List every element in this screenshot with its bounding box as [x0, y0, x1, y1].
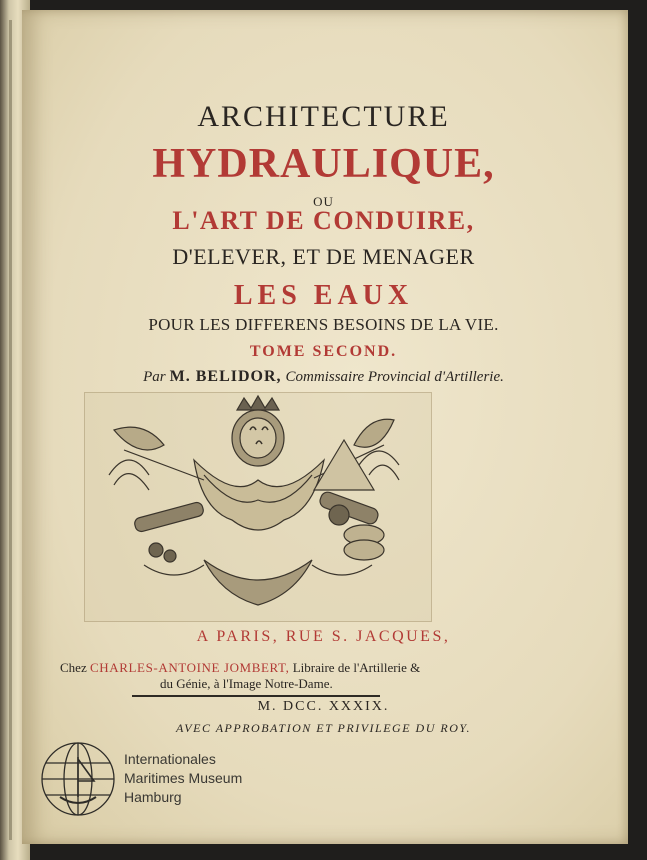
title-line-ou: OU — [313, 194, 334, 209]
museum-name-line-3: Hamburg — [124, 789, 182, 805]
museum-globe-ship-logo — [38, 737, 120, 821]
author-line — [0, 368, 647, 386]
imprint-chez: Chez — [60, 660, 87, 675]
title-line-les-eaux: LES EAUX — [233, 280, 414, 311]
imprint-publisher-desc-2: du Génie, à l'Image Notre-Dame. — [160, 676, 333, 691]
imprint-rule — [132, 695, 380, 697]
imprint-privilege: AVEC APPROBATION ET PRIVILEGE DU ROY. — [176, 721, 471, 735]
imprint-city: A PARIS, RUE S. JACQUES, — [196, 628, 451, 645]
imprint-publisher: CHARLES-ANTOINE JOMBERT, — [89, 660, 290, 675]
author-name: M. BELIDOR, — [169, 368, 282, 385]
museum-name-line-2: Maritimes Museum — [124, 770, 243, 786]
imprint-year: M. DCC. XXXIX. — [257, 699, 390, 714]
title-line-hydraulique: HYDRAULIQUE, — [152, 141, 495, 187]
title-line-besoins: POUR LES DIFFERENS BESOINS DE LA VIE. — [148, 315, 499, 334]
imprint-publisher-desc: Libraire de l'Artillerie & — [292, 660, 421, 675]
imprint-publisher-line — [60, 660, 460, 676]
engraved-vignette-trophy — [84, 390, 430, 620]
title-line-architecture: ARCHITECTURE — [197, 100, 450, 133]
volume-label: TOME SECOND. — [249, 343, 398, 360]
museum-watermark — [124, 750, 304, 807]
museum-name-line-1: Internationales — [124, 751, 216, 767]
author-title: Commissaire Provincial d'Artillerie. — [285, 369, 504, 385]
title-line-art-de-conduire: L'ART DE CONDUIRE, — [172, 206, 475, 235]
author-prefix: Par — [143, 369, 166, 385]
title-line-elever: D'ELEVER, ET DE MENAGER — [172, 244, 475, 269]
